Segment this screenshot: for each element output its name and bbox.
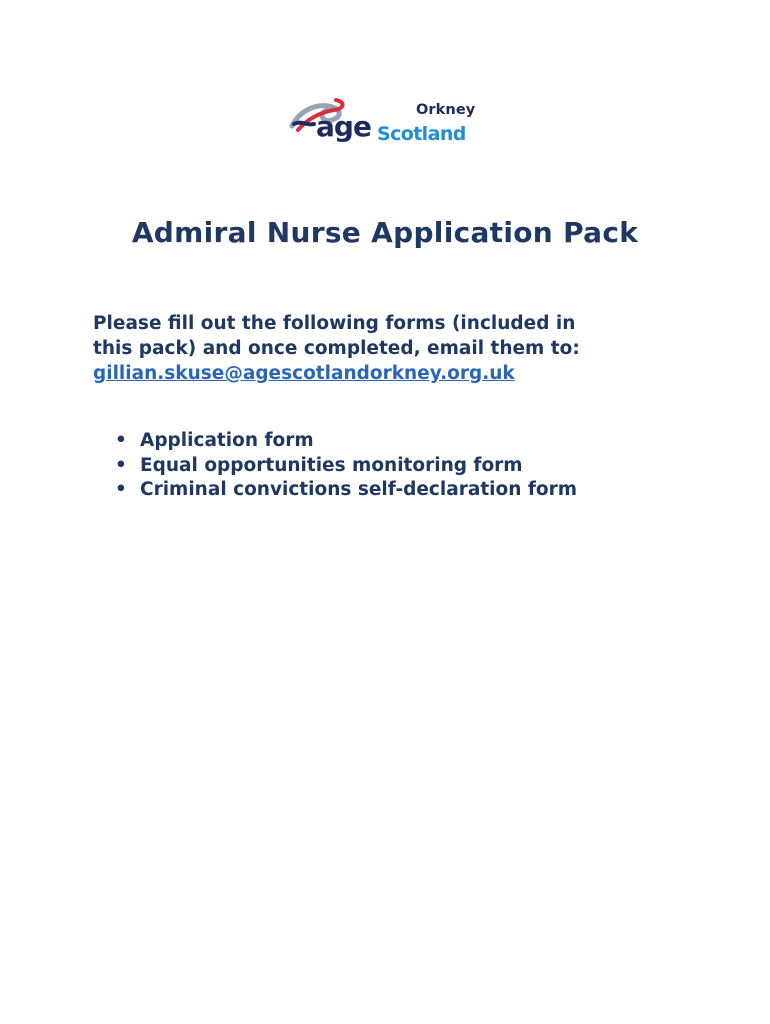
form-label-application: Application form	[140, 430, 314, 451]
age-scotland-orkney-logo	[288, 92, 488, 162]
logo-age-text: age	[316, 110, 371, 143]
list-item	[113, 454, 577, 479]
email-link[interactable]: gillian.skuse@agescotlandorkney.org.uk	[93, 363, 515, 384]
intro-line-1: Please fill out the following forms (included in	[93, 313, 576, 334]
logo-scotland-text: Scotland	[377, 123, 466, 145]
page-title: Admiral Nurse Application Pack	[131, 216, 639, 249]
logo-region-text: Orkney	[416, 102, 476, 118]
list-item	[113, 478, 577, 503]
bullet-icon: •	[115, 454, 127, 476]
forms-list	[113, 429, 577, 503]
form-label-equal-opportunities: Equal opportunities monitoring form	[140, 454, 523, 476]
bullet-icon: •	[115, 430, 127, 451]
intro-paragraph	[93, 311, 693, 386]
form-label-criminal-convictions: Criminal convictions self-declaration form	[140, 479, 577, 500]
bullet-icon: •	[115, 479, 127, 500]
intro-line-2: this pack) and once completed, email them to:	[93, 338, 580, 359]
list-item	[113, 429, 577, 454]
